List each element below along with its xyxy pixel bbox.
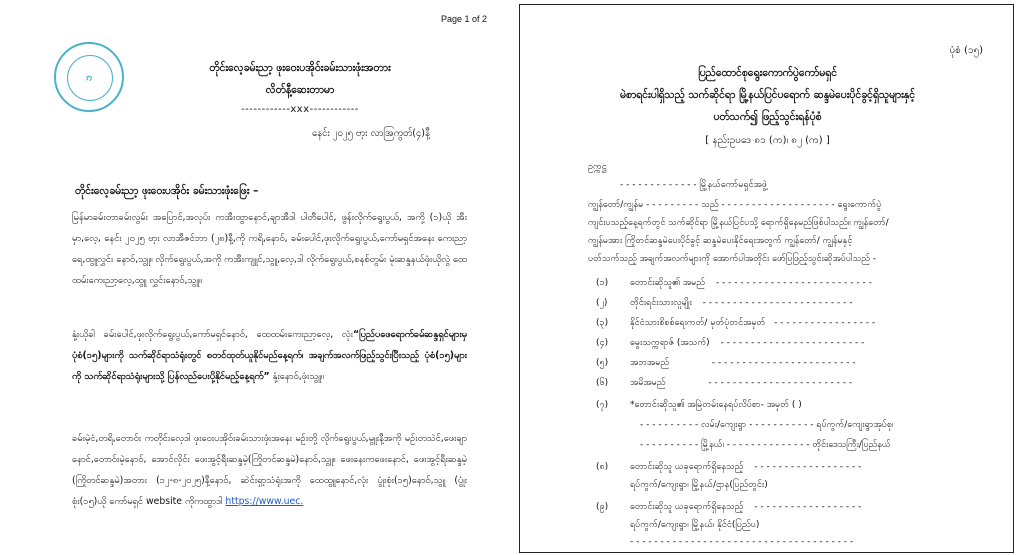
commission-website-link[interactable]: https://www.uec. [225,496,304,507]
paragraph-2-end: နုံ့းနောဝ်,ဖုံးသွူ။ [269,371,324,382]
page-count: Page 1 of 2 [440,14,487,24]
item-number: (၇) [596,400,609,410]
item-number: (၁) [596,278,609,288]
letter-title-line1: တိုင်းလေ့ခမ်းညာ့ ဖုးဝေးပအိုဝ်းခမ်းသားဖုံးအတား [209,62,391,74]
paragraph-3 [72,428,467,512]
form-item-4 [596,337,864,350]
law-reference: [ နည်းဥပဒေ ၈၁ (က)၊ ၈၂ (က) ] [705,135,830,146]
left-document [0,0,505,555]
right-document-form [519,4,1014,553]
form-item-9 [596,501,861,514]
form-title-line3: ပတ်သက်၍ ဖြည့်သွင်းရန်ပုံစံ [713,111,822,123]
paragraph-2-start: နုံ့းယိုခါ ခမ်းပေါင်,ဖုးလိုက်ရွေးပွယ်,ကော်မရှင်နောဝ်, ထေထမ်းကေးညာ့လေ့, လုံး [72,329,353,340]
item-number: (၉) [596,502,609,512]
form-title-line2: မဲစာရင်းပါရှိသည့် သက်ဆိုင်ရာ မြို့နယ်ပြင်ပရောက် ဆန္ဒမဲပေးပိုင်ခွင့်ရှိသူများနှင့် [619,89,916,101]
form-item-8 [596,461,861,474]
item-9-sub: ရပ်ကွက်/ကျေးရွာ၊ မြို့နယ်၊ နိုင်ငံ(ပြည်ပ) [630,520,760,530]
letter-greeting: တိုင်းလေ့ခမ်းညာ့ ဖုးဝေးပအိုဝ်း ခမ်းသားဖုံးဖြေး – [75,185,259,197]
form-item-1 [596,277,872,290]
item-label: တောင်းဆိုသူ၏ အမည် [630,278,706,288]
item-label: တောင်းဆိုသူ ယခုရောက်ရှိနေသည့် [630,502,744,512]
form-item-7 [596,399,802,412]
form-item-3 [596,317,875,330]
letter-date: နေင်း ၂၀၂၅ ဗာ့း လာအြကွတ်(၄)နီ့ [312,128,430,139]
paragraph-2-bold: “ပြည်ပဖေရောက်ခမ်ဆန္ဒရှင်များမှ ပုံစံ(၁၅)များကို သက်ဆိုင်ရာသံရုံးတွင် စတင်ထုတ်ယူနိုင်မည်နေ့ရက်၊ အချက်အလက်ဖြည့်သွင်းပြီးသည့် ပုံစံ(၁၅)များကို သက်ဆိုင်ရာသံရုံးများသို့ ပြန်လည်ပေးပို့နိုင်မည့်နေ့ရက်” [72,329,467,382]
organization-seal [54,42,124,112]
fill-line[interactable]: - - - - - - - - - - - - - - - - - - - - - - - - [708,378,853,388]
fill-line[interactable]: - - - - - - - - - - - - - - - - - - [754,462,862,472]
body-line-3: ကျွန်မအား ကြိုတင်ဆန္ဒမဲပေးပိုင်ခွင့် ဆန္ဒမဲပေးနိုင်ရေးအတွက် ကျွန်တော်/ ကျွန်မနှင့် [588,236,853,246]
address-line-2[interactable]: - - - - - - - - - - မြို့နယ်၊ - - - - - - - - - - - - - - တိုင်းဒေသကြီး/ပြည်နယ် [640,440,891,450]
fill-line[interactable]: - - - - - - - - - - - - - - - - - - - - - - - - [720,338,865,348]
letter-title-line2: လိတ်နီ့ဆေးတာမာ [265,84,335,96]
item-label: တိုင်းရင်းသားလူမျိုး [630,298,692,308]
item-label: မွေးသက္ကရာဇ် (အသက်) [630,338,710,348]
fill-line[interactable]: - - - - - - - - - - - - - - - - - - [754,502,862,512]
fill-line[interactable]: - - - - - - - - - - - - - - - - - - - - - - - - [711,358,856,368]
form-title-line1: ပြည်ထောင်စုရွေးကောက်ပွဲကော်မရှင် [697,67,838,79]
address-line-1[interactable]: - - - - - - - - - - လမ်း/ကျေးရွာ - - - - - - - - - - - ရပ်ကွက်/ကျေးရွာအုပ်စု၊ [640,420,894,430]
form-item-6 [596,377,852,390]
item-number: (၈) [596,462,609,472]
item-number: (၅) [596,358,609,368]
item-8-sub: ရပ်ကွက်/ကျေးရွာ၊ မြို့နယ်/ဌာန(ပြည်တွင်း) [630,480,768,490]
title-separator: ------------xxx------------ [241,104,359,115]
item-label: တောင်းဆိုသူ ယခုရောက်ရှိနေသည့် [630,462,744,472]
body-line-4: ပတ်သက်သည့် အချက်အလက်များကို အောက်ပါအတိုင်း ဖော်ပြဖြည့်သွင်းဆိုအပ်ပါသည် - [588,254,877,264]
item-number: (၂) [596,298,608,308]
body-line-2: ကျင်းပသည့်နေ့ရက်တွင် သက်ဆိုင်ရာ မြို့နယ်ပြင်ပသို့ ရောက်ရှိနေမည်ဖြစ်ပါသည်။ ကျွန်တော်/ [588,218,889,228]
seal-center-text: ꩀ [85,74,93,82]
item-number: (၃) [596,318,609,328]
form-item-2 [596,297,853,310]
fill-line[interactable]: - - - - - - - - - - - - - - - - - [774,318,876,328]
paragraph-2 [72,324,467,387]
fill-line[interactable]: - - - - - - - - - - - - - - - - - - - - - - - - - [702,298,853,308]
trailing-fill-line[interactable]: - - - - - - - - - - - - - - - - - - - - - - - - - - - - - - - - - - - - - [630,537,854,547]
form-number: ပုံစံ (၁၅) [949,45,983,56]
paragraph-3-text: ခမ်းမဲ့ငံ,တရိ,တောဝ်း ကတိုင်းလေ့ဒါ ဖုးဝေးပအိုဝ်းခမ်းသားဖုံးအနေး မဉ်းတို့ လိုက်ရွေးပွယ်,မွူးနီ့အကို မဉ်းတသဲင်,ဖေးချာနောင်,တောဝ်းမဲ့နောဝ်, အောင်လိုင်း ဖေးအွင့်ရီးဆန္ဒမဲ့(ကြိုတင်ဆန္ဒမဲ)နောဝ်,သွူ။ ဖေးနေးကဖေးနောင်, ဖေးအွင့်ရီးဆန္ဒမဲ့ (ကြိုတင်ဆန္ဒမဲ)အတား (၁၂-၈-၂၀၂၅)နီ့နောဝ်, ဆဲင်းရှာ့သံရုံးအကို ထေထွူနောင်,လုံး ပွုံးစုံး(၁၅)နောဝ်,သွူ (ပွုံးစုံး(၁၅)ယို ကော်မရှင် website ကိုကထွာဒါ [72,433,467,507]
item-label: နိုင်ငံသားစိစစ်ရေးကတ်/ မှတ်ပုံတင်အမှတ် [630,318,766,328]
item-label: အမိအမည် [630,378,666,388]
fill-line[interactable]: - - - - - - - - - - - - - - - - - - - - - - - - - - [715,278,872,288]
addressee-label: ဥက္ကဋ္ဌ [588,162,607,172]
body-line-1: ကျွန်တော်/ကျွန်မ - - - - - - - - - သည် - - - - - - - - - - - - - - - - - - - ရွေးကောက်ပွဲ [588,200,882,210]
committee-line: - - - - - - - - - - - - - မြို့နယ်ကော်မရှင်အဖွဲ့ [620,180,767,190]
item-number: (၆) [596,378,609,388]
item-label: အဘအမည် [630,358,670,368]
form-item-5 [596,357,856,370]
item-number: (၄) [596,338,609,348]
item-label: *တောင်းဆိုသူ၏ အမြဲတမ်းနေရပ်လိပ်စာ- အမှတ် ( ) [630,400,802,410]
paragraph-1: မြန်မာခမ်းတာခမ်းလွမ်း အပြောင်,အလုပ်း ကအီးထွာနောင်,ချာအီဒါ ပါတီပေါင်, ဖွန်းလိုက်ရွေးပွယ်, အကို့ (၁)ယို အီးမှာ,လေ့, နေင်း ၂၀၂၅ ဗာ့း လာအီဇင်ဘာ (၂၈)နီ့,ကို ကရိ,နောဝ်, ခမ်းပေါင်,ဖုးလိုက်ရွေးပွယ်,ကော်မရှင်အနေး ကေးညာ့ရေ,ထွူလွှင်း နောဝ်,သွူ။ လိုက်ရွေးပွယ်,အကို ကအီးကျူင်,သွူ,လေ့,ဒါ လိုက်ရွေးပွယ်,စနစ်တွမ်း မုံးဆန္ဒနယ်ဖုံးယိုလွဲ ထေထမ်းကေးညာ့လေ့,ထွူ လွှင်းနောဝ်,သွူ။ [72,212,467,286]
